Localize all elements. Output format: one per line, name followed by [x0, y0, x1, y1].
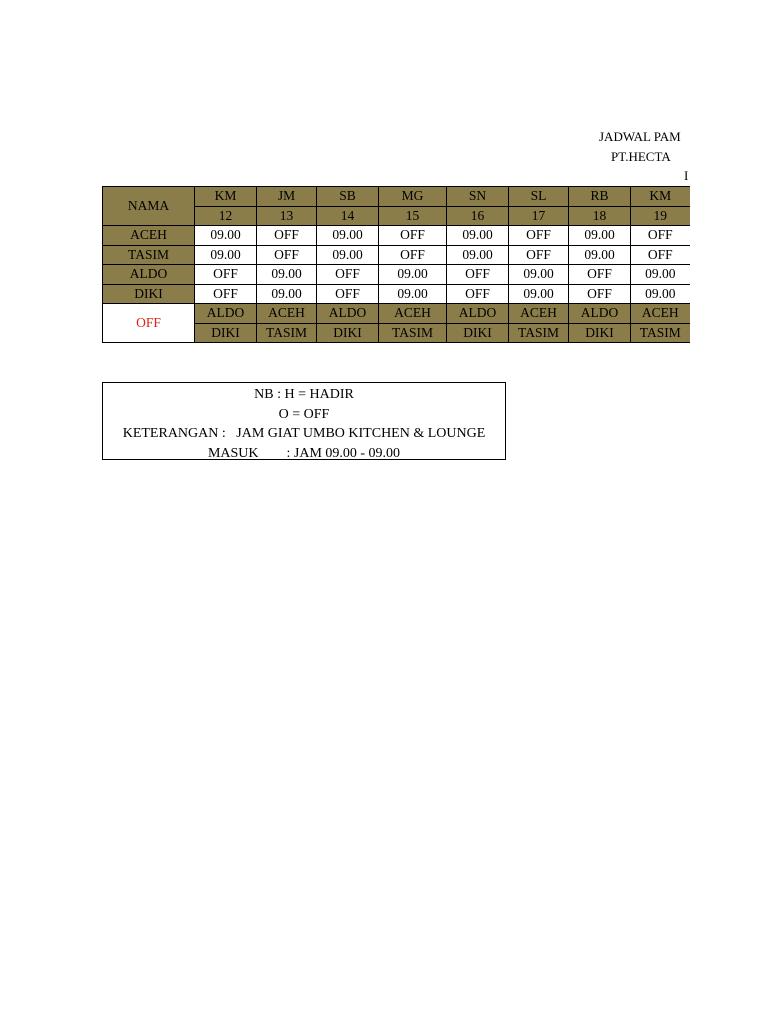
- off-cell: ACEH: [379, 304, 447, 324]
- schedule-cell: 09.00: [509, 284, 569, 304]
- title-line-3: I: [684, 168, 689, 183]
- schedule-cell: OFF: [569, 265, 631, 285]
- schedule-cell: 09.00: [447, 245, 509, 265]
- schedule-cell: 09.00: [379, 284, 447, 304]
- table-row: [103, 265, 690, 285]
- schedule-cell: OFF: [195, 265, 257, 285]
- header-row-days: [103, 187, 690, 207]
- title-line-2: PT.HECTA: [611, 149, 671, 164]
- date-header: 16: [447, 206, 509, 226]
- off-cell: ALDO: [195, 304, 257, 324]
- off-cell: TASIM: [509, 323, 569, 343]
- notes-box: [102, 382, 506, 460]
- schedule-cell: OFF: [631, 226, 690, 246]
- date-header: 17: [509, 206, 569, 226]
- staff-name: TASIM: [103, 245, 195, 265]
- title-line-1: JADWAL PAM: [599, 129, 681, 144]
- schedule-cell: OFF: [379, 226, 447, 246]
- schedule-cell: OFF: [317, 265, 379, 285]
- day-header: KM: [631, 187, 690, 207]
- schedule-cell: OFF: [569, 284, 631, 304]
- schedule-cell: OFF: [447, 265, 509, 285]
- off-cell: DIKI: [195, 323, 257, 343]
- schedule-cell: 09.00: [447, 226, 509, 246]
- schedule-cell: OFF: [631, 245, 690, 265]
- schedule-cell: 09.00: [509, 265, 569, 285]
- schedule-cell: 09.00: [317, 226, 379, 246]
- schedule-cell: 09.00: [569, 226, 631, 246]
- day-header: MG: [379, 187, 447, 207]
- schedule-cell: OFF: [379, 245, 447, 265]
- schedule-cell: OFF: [195, 284, 257, 304]
- off-cell: ALDO: [317, 304, 379, 324]
- off-cell: TASIM: [257, 323, 317, 343]
- date-header: 15: [379, 206, 447, 226]
- name-header: NAMA: [103, 187, 195, 226]
- date-header: 19: [631, 206, 690, 226]
- day-header: RB: [569, 187, 631, 207]
- day-header: KM: [195, 187, 257, 207]
- note-line: KETERANGAN : JAM GIAT UMBO KITCHEN & LOUNGE: [122, 426, 486, 441]
- staff-name: ACEH: [103, 226, 195, 246]
- schedule-cell: 09.00: [195, 245, 257, 265]
- schedule-cell: 09.00: [317, 245, 379, 265]
- note-line: NB : H = HADIR: [254, 387, 354, 402]
- staff-name: DIKI: [103, 284, 195, 304]
- off-cell: TASIM: [631, 323, 690, 343]
- schedule-cell: OFF: [509, 226, 569, 246]
- date-header: 14: [317, 206, 379, 226]
- off-label: OFF: [103, 304, 195, 343]
- staff-name: ALDO: [103, 265, 195, 285]
- off-row-1: [103, 304, 690, 324]
- schedule-cell: 09.00: [257, 265, 317, 285]
- schedule-cell: OFF: [509, 245, 569, 265]
- schedule-cell: OFF: [257, 226, 317, 246]
- schedule-cell: OFF: [317, 284, 379, 304]
- table-row: [103, 226, 690, 246]
- schedule-table: [102, 186, 690, 343]
- date-header: 18: [569, 206, 631, 226]
- schedule-cell: 09.00: [569, 245, 631, 265]
- off-cell: ACEH: [257, 304, 317, 324]
- off-cell: ALDO: [569, 304, 631, 324]
- off-cell: ACEH: [631, 304, 690, 324]
- off-cell: DIKI: [317, 323, 379, 343]
- off-cell: TASIM: [379, 323, 447, 343]
- schedule-cell: 09.00: [631, 284, 690, 304]
- schedule-cell: 09.00: [379, 265, 447, 285]
- off-cell: DIKI: [447, 323, 509, 343]
- date-header: 13: [257, 206, 317, 226]
- day-header: SL: [509, 187, 569, 207]
- off-cell: ALDO: [447, 304, 509, 324]
- table-row: [103, 284, 690, 304]
- off-cell: DIKI: [569, 323, 631, 343]
- schedule-cell: 09.00: [257, 284, 317, 304]
- schedule-cell: OFF: [447, 284, 509, 304]
- schedule-cell: 09.00: [631, 265, 690, 285]
- date-header: 12: [195, 206, 257, 226]
- day-header: JM: [257, 187, 317, 207]
- off-cell: ACEH: [509, 304, 569, 324]
- table-row: [103, 245, 690, 265]
- note-line: O = OFF: [278, 406, 330, 422]
- note-line: MASUK : JAM 09.00 - 09.00: [207, 445, 401, 461]
- schedule-cell: OFF: [257, 245, 317, 265]
- day-header: SB: [317, 187, 379, 207]
- day-header: SN: [447, 187, 509, 207]
- schedule-cell: 09.00: [195, 226, 257, 246]
